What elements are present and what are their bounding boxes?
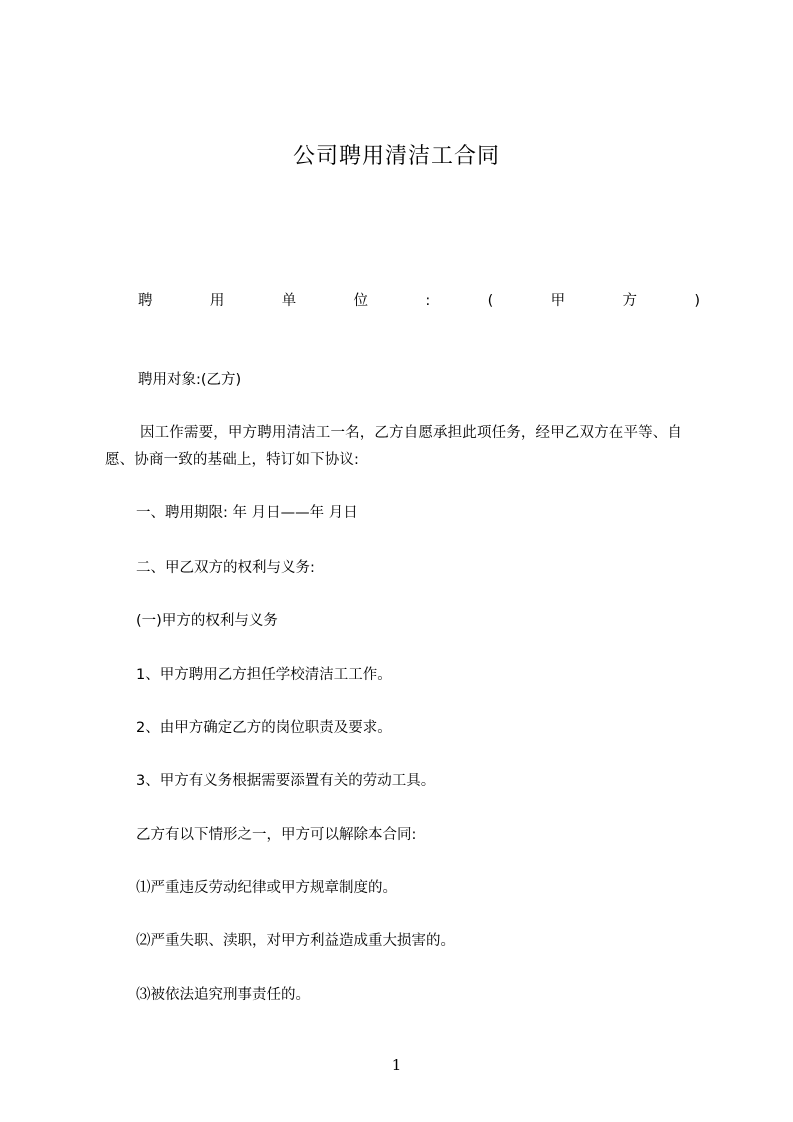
employer-char: 聘 <box>138 293 153 309</box>
termination-item: ⑴严重违反劳动纪律或甲方规章制度的。 <box>136 880 397 896</box>
termination-item: ⑶被依法追究刑事责任的。 <box>136 987 310 1003</box>
page-number: 1 <box>391 1056 402 1074</box>
employer-char: : <box>425 293 431 309</box>
employer-char: ) <box>694 293 700 309</box>
employer-char: ( <box>487 293 494 309</box>
clause-term: 一、聘用期限: 年 月日——年 月日 <box>136 505 358 521</box>
intro-paragraph: 因工作需要，甲方聘用清洁工一名，乙方自愿承担此项任务，经甲乙双方在平等、自愿、协商一致的基础上，特订如下协议: <box>105 425 683 468</box>
list-item: 3、甲方有义务根据需要添置有关的劳动工具。 <box>136 773 436 789</box>
employee-line: 聘用对象:(乙方) <box>138 372 242 388</box>
employer-char: 单 <box>281 293 297 309</box>
document-title: 公司聘用清洁工合同 <box>292 144 500 169</box>
termination-item: ⑵严重失职、渎职，对甲方利益造成重大损害的。 <box>136 933 455 949</box>
employer-line <box>138 288 700 314</box>
termination-intro: 乙方有以下情形之一，甲方可以解除本合同: <box>136 827 417 843</box>
employer-char: 位 <box>353 293 369 309</box>
section-employer-rights: (一)甲方的权利与义务 <box>136 613 278 629</box>
list-item: 2、由甲方确定乙方的岗位职责及要求。 <box>136 720 392 736</box>
employer-char: 方 <box>622 293 637 309</box>
list-item: 1、甲方聘用乙方担任学校清洁工工作。 <box>136 667 392 683</box>
employer-char: 用 <box>209 293 225 309</box>
clause-rights: 二、甲乙双方的权利与义务: <box>136 560 315 576</box>
employer-char: 甲 <box>550 293 566 309</box>
